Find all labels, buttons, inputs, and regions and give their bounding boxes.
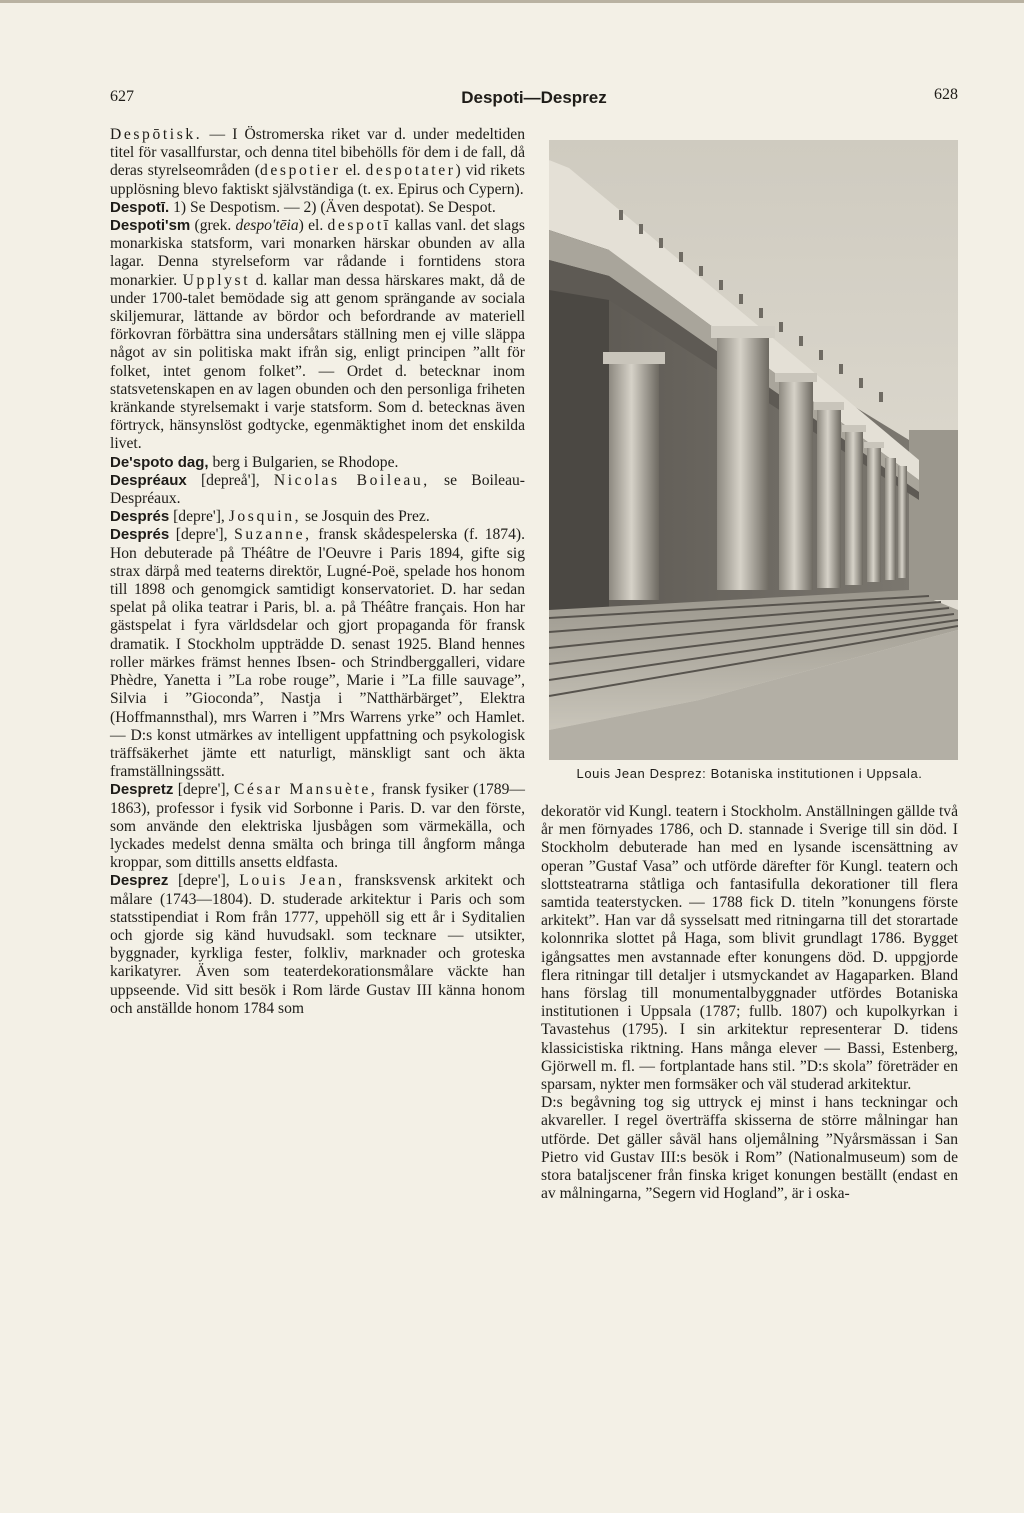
text-segment: ) el. — [298, 217, 328, 235]
text-segment: [depreå'], — [186, 471, 274, 489]
text-segment: kallas vanl. det slags monarkiska statsform, vari monarken härskar obunden av alla lagar. Denna styrelseform var rådande i forntidens stora monarkier. — [110, 217, 525, 289]
building-illustration — [549, 140, 958, 760]
text-segment: despotī — [327, 217, 391, 235]
headword: Despotī. — [110, 198, 170, 216]
text-segment: César Mansuète, — [233, 781, 378, 799]
headword: Despréaux — [110, 471, 187, 489]
paragraph — [110, 199, 525, 217]
paragraph — [110, 508, 525, 526]
text-segment: [depre'], — [169, 508, 229, 526]
text-segment: despotater — [365, 162, 456, 180]
text-segment: Nicolas Boileau, — [273, 471, 430, 489]
text-segment: [depre'], — [173, 781, 234, 799]
text-segment: se Josquin des Prez. — [301, 508, 430, 526]
text-segment: Suzanne, — [234, 526, 312, 544]
page-number-left: 627 — [110, 88, 134, 105]
text-segment: despo'tēia — [235, 217, 299, 235]
text-segment: se Boileau-Despréaux. — [110, 471, 525, 508]
text-segment: despotier — [260, 162, 341, 180]
running-head: Despoti—Desprez — [461, 88, 607, 107]
text-segment: [depre'], — [168, 872, 240, 890]
figure-caption: Louis Jean Desprez: Botaniska institutionen i Uppsala. — [576, 766, 923, 781]
botanical-institute-photo — [549, 140, 958, 760]
paragraph — [110, 217, 525, 454]
text-segment: D:s begåvning tog sig uttryck ej minst i hans teckningar och akvareller. I regel överträffa skisserna de större målningar han utförde. Det gäller såväl hans oljemålning ”Nyårsmässan i San Pietro vid Gustav III:s besök i Rom” (Nationalmuseum) som de stora bataljscener från finska kriget konungen beställt (endast en av målningarna, ”Segern vid Hogland”, är i oska- — [541, 1094, 958, 1203]
text-segment: fransk fysiker (1789—1863), professor i fysik vid Sorbonne i Paris. D. var den förste, som använde den elektriska ljusbågen som värmekälla, och lyckades medelst denna smälta och bringa till ångform många kroppar, som dittills ansetts eldfasta. — [110, 781, 525, 872]
text-segment: Josquin, — [228, 508, 302, 526]
right-column — [541, 803, 958, 1203]
headword: Després — [110, 508, 170, 526]
paragraph — [110, 454, 525, 472]
paragraph — [541, 1094, 958, 1203]
page-top-edge — [0, 0, 1024, 3]
text-segment: Despōtisk. — [110, 126, 203, 143]
headword: Desprez — [110, 872, 169, 890]
paragraph — [110, 472, 525, 508]
text-segment: — I Östromerska riket var d. under medeltiden titel för vasallfurstar, och denna titel bibehölls för dem i de fall, då deras styrelseområden ( — [110, 126, 525, 180]
page-header — [110, 88, 958, 116]
text-segment: Louis Jean, — [239, 872, 345, 890]
text-segment: el. — [340, 162, 366, 180]
text-segment: 1) Se Despotism. — 2) (Även despotat). Se Despot. — [169, 198, 496, 216]
paragraph — [110, 126, 525, 199]
paragraph — [110, 872, 525, 1018]
text-segment: d. kallar man dessa härskares makt, då de under 1700-talet bemödade sig att genom sprängande av sociala skiljemurar, lättande av bördor och befordrande av materiell förkovran förbättra sina undersåtars ställning men ej ville släppa något av sin politiska makt ifrån sig, enligt principen ”allt för folket, intet genom folket”. — Ordet d. betecknar inom statsvetenskapen en av lagen obunden och den personliga friheten kränkande styrelsemakt i varje statsform. Som d. betecknas även förtryck, hänsynslöst godtycke, egenmäktighet inom det enskilda livet. — [110, 271, 525, 453]
headword: Despretz — [110, 781, 174, 799]
text-segment: fransk skådespelerska (f. 1874). Hon debuterade på Théâtre de l'Oeuvre i Paris 1894, gifte sig strax därpå med teaterns direktör, Lugné-Poë, spelade hos honom till 1898 och genomgick samtidigt konservatoriet. D. har sedan spelat på olika teatrar i Paris, bl. a. på Théâtre français. Hon har gästspelat i fyra världsdelar och gjort propaganda för fransk dramatik. I Stockholm uppträdde D. senast 1925. Bland hennes roller märkes främst hennes Ibsen- och Strindberggalleri, vidare Phèdre, Yanetta i ”La robe rouge”, Marie i ”La fille sauvage”, Silvia i ”Gioconda”, Nastja i ”Natthärbärget”, Elektra (Hoffmannsthal), mrs Warren i ”Mrs Warrens yrke” och Hamlet. — D:s konst utmärkes av intelligent uppfattning och psykologisk träffsäkerhet jämte ett naturligt, mänskligt sant och äkta framställningssätt. — [110, 526, 525, 781]
paragraph — [541, 803, 958, 1094]
text-segment: [depre'], — [169, 526, 235, 544]
paragraph — [110, 526, 525, 781]
headword: Despoti'sm — [110, 217, 191, 235]
text-segment: berg i Bulgarien, se Rhodope. — [208, 453, 399, 471]
left-column — [110, 126, 525, 1018]
paragraph — [110, 781, 525, 872]
text-segment: Upplyst — [182, 271, 251, 289]
headword: De'spoto dag, — [110, 453, 209, 471]
text-segment: (grek. — [190, 217, 236, 235]
text-segment: fransksvensk arkitekt och målare (1743—1804). D. studerade arkitektur i Paris och som statsstipendiat i Rom från 1777, uppehöll sig ett år i Syditalien och gjorde sig känd huvudsakl. som tecknare — utsikter, byggnader, kyrkliga fester, folkliv, marknader och groteska karikatyrer. Även som teaterdekorationsmålare väckte han uppseende. Vid sitt besök i Rom lärde Gustav III känna honom och anställde honom 1784 som — [110, 872, 525, 1017]
page-number-right: 628 — [934, 86, 958, 103]
text-segment: ) vid rikets upplösning blevo faktiskt självständiga (t. ex. Epirus och Cypern). — [110, 162, 526, 198]
headword: Després — [110, 526, 170, 544]
text-segment: dekoratör vid Kungl. teatern i Stockholm. Anställningen gällde två år men förnyades 1786, och D. stannade i Sverige till sin död. I Stockholm debuterade han med en lysande iscensättning av operan ”Gustaf Vasa” och utförde därefter för Kungl. teatern och slottsteatrarna ståtliga och fantasifulla dekorationer till flera samtida teaterstycken. — 1788 fick D. titeln ”konungens förste arkitekt”. Han var då sysselsatt med ritningarna till det storartade kolonnrika slottet på Haga, som blivit grundlagt 1786. Bygget igångsattes men avstannade efter konungens död. D. uppgjorde flera ritningar till detaljer i utsmyckandet av Hagaparken. Bland hans förslag till monumentalbyggnader utfördes Botaniska institutionen i Uppsala (1787; fullb. 1807) och kupolkyrkan i Tavastehus (1795). I sin arkitektur representerar D. tidens klassicistiska riktning. Hans många elever — Bassi, Estenberg, Gjörwell m. fl. — fortplantade hans stil. ”D:s skola” företräder en sparsam, nykter men formsäker och väl studerad arkitektur. — [541, 803, 958, 1094]
